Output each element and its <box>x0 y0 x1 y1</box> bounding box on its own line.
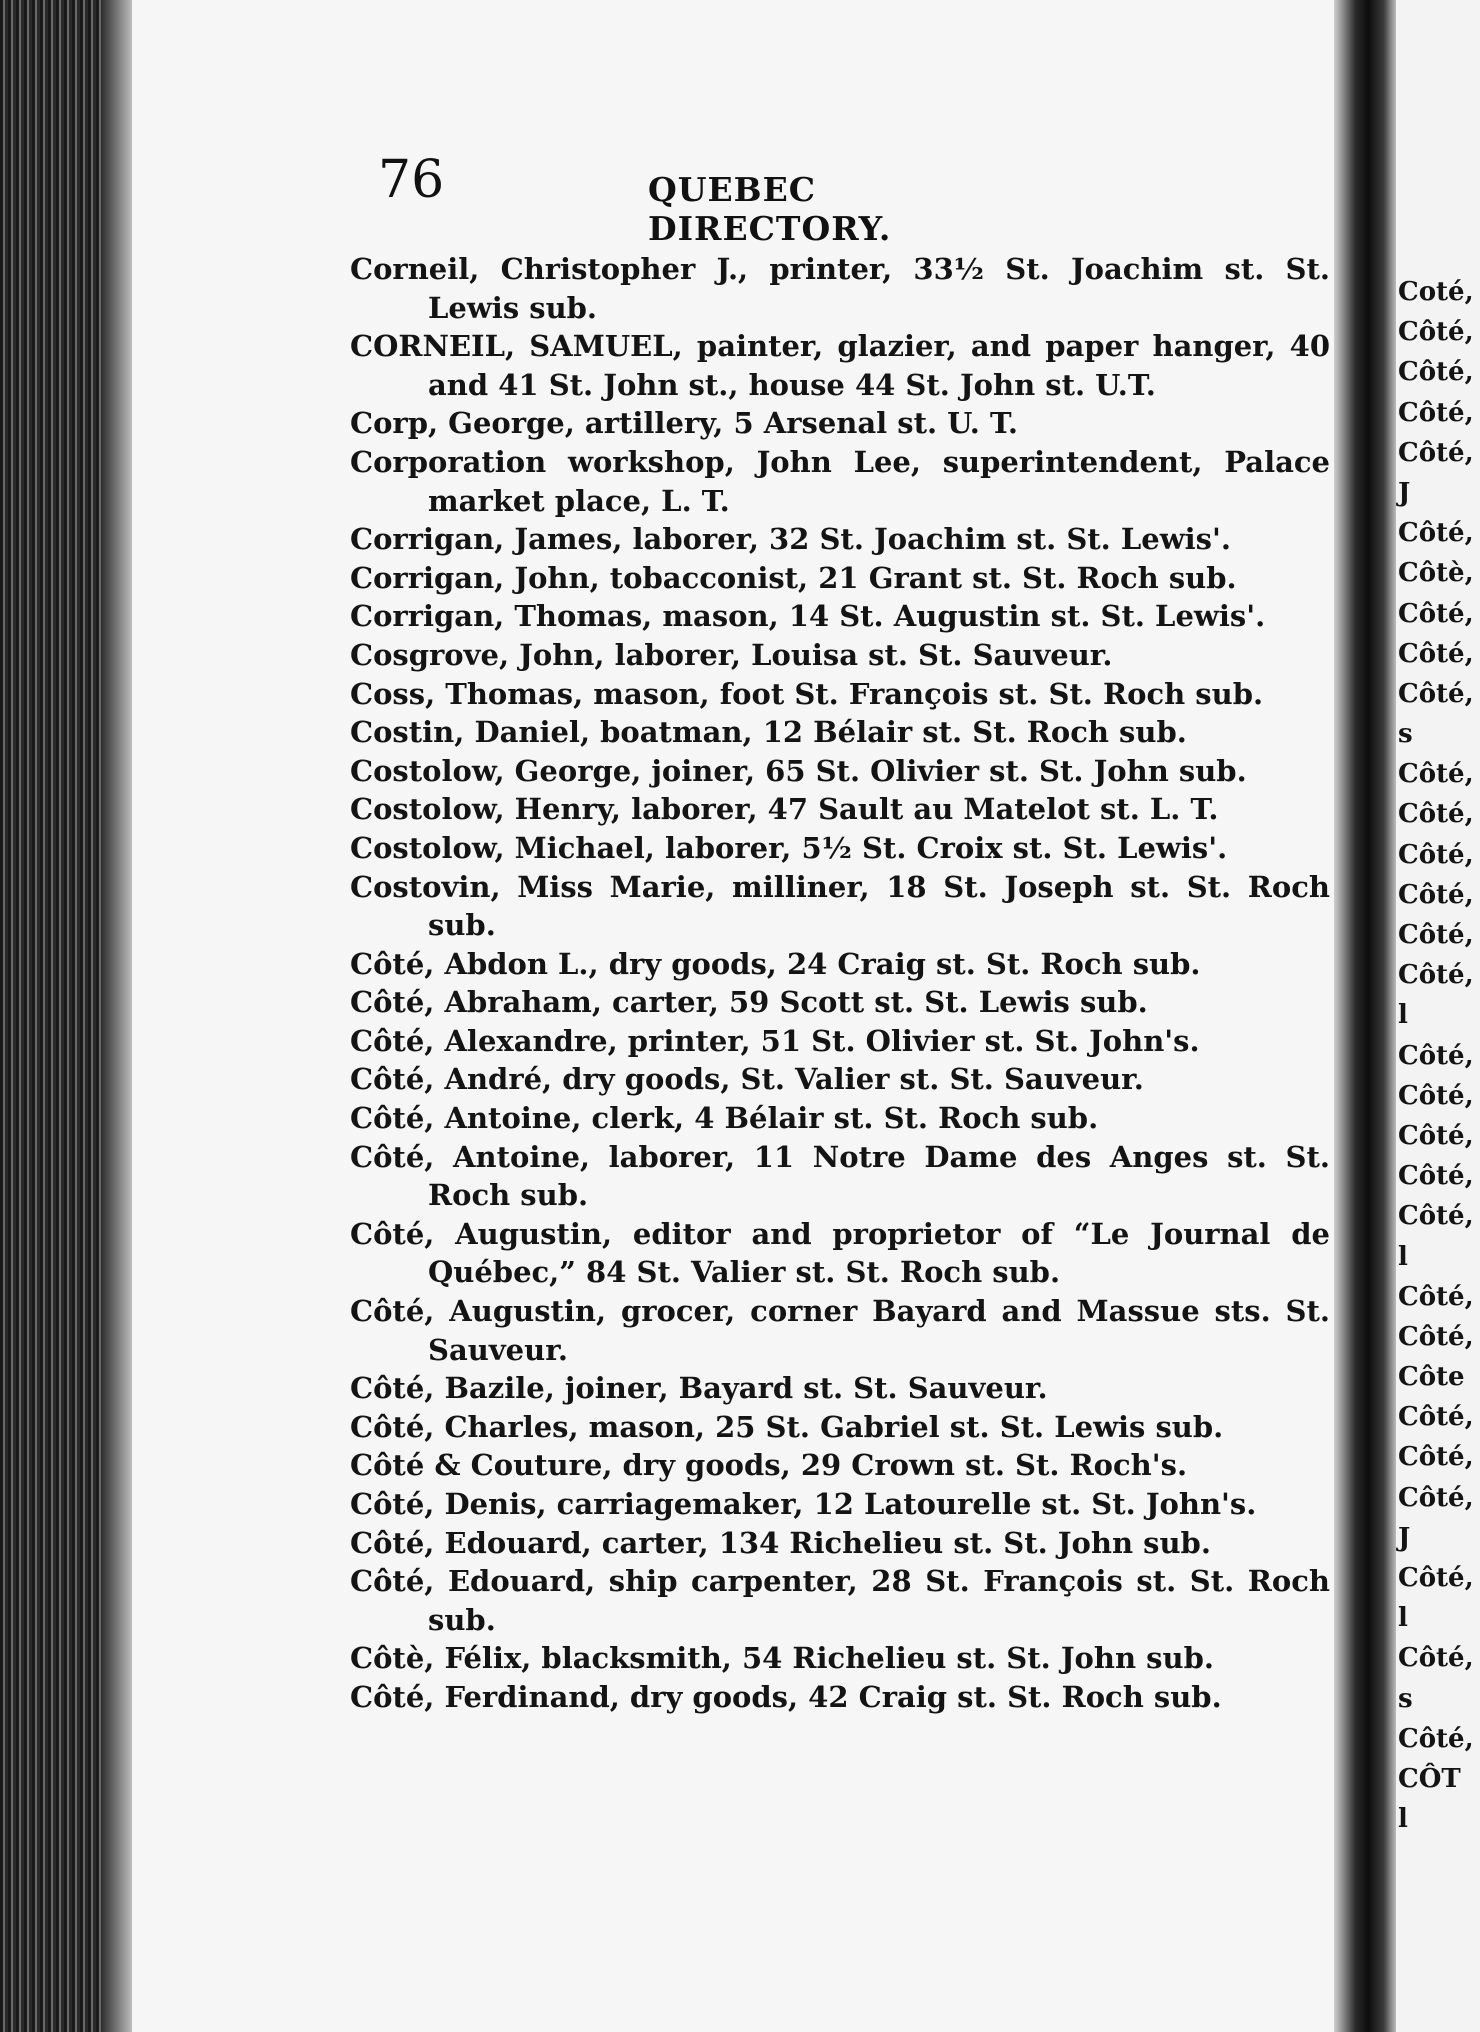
fragment-line: J <box>1398 1522 1411 1553</box>
directory-entry: Côté & Couture, dry goods, 29 Crown st. St. Roch's. <box>350 1448 1188 1483</box>
fragment-line: Côté, <box>1398 317 1474 348</box>
facing-page-fragments <box>1396 272 1480 1839</box>
running-head: QUEBEC DIRECTORY. <box>648 170 892 248</box>
directory-entry: Corrigan, Thomas, mason, 14 St. Augustin st. St. Lewis'. <box>350 599 1266 634</box>
directory-entry: Corrigan, James, laborer, 32 St. Joachim st. St. Lewis'. <box>350 522 1231 557</box>
directory-entry: Côté, Edouard, ship carpenter, 28 St. François st. St. Roch sub. <box>350 1564 1330 1637</box>
fragment-line: Côté, <box>1398 1402 1474 1433</box>
fragment-line: Côté, <box>1398 357 1474 388</box>
directory-entry: Côté, Bazile, joiner, Bayard st. St. Sauveur. <box>350 1371 1048 1406</box>
fragment-line: Côté, <box>1398 879 1474 910</box>
directory-entry: Costolow, George, joiner, 65 St. Olivier st. St. John sub. <box>350 753 1247 788</box>
fragment-line: Côté, <box>1398 960 1474 991</box>
directory-entry: Côté, Antoine, laborer, 11 Notre Dame des Anges st. St. Roch sub. <box>350 1139 1330 1213</box>
directory-entry: CORNEIL, SAMUEL, painter, glazier, and paper hanger, 40 and 41 St. John st., house 44 St. John st. U.T. <box>350 329 1330 402</box>
book-edge <box>0 0 132 2032</box>
fragment-line: Côté, <box>1398 1321 1474 1352</box>
fragment-line: Côte <box>1398 1362 1465 1393</box>
directory-entry: Côté, Augustin, editor and proprietor of “Le Journal de Québec,” 84 St. Valier st. St. Roch sub. <box>350 1216 1330 1290</box>
directory-entry: Corporation workshop, John Lee, superintendent, Palace market place, L. T. <box>350 444 1330 518</box>
fragment-line: Coté, <box>1398 277 1474 307</box>
fragment-line: Côté, <box>1398 1040 1474 1071</box>
directory-entry: Corrigan, John, tobacconist, 21 Grant st. St. Roch sub. <box>350 560 1237 595</box>
fragment-line: Côté, <box>1398 598 1474 629</box>
fragment-line: Côté, <box>1398 1080 1474 1111</box>
directory-entry: Côté, Alexandre, printer, 51 St. Olivier st. St. John's. <box>350 1023 1200 1058</box>
fragment-line: Côté, <box>1398 638 1474 669</box>
fragment-line: Côté, <box>1398 437 1474 468</box>
directory-entry: Côtè, Félix, blacksmith, 54 Richelieu st. St. John sub. <box>350 1641 1214 1676</box>
directory-entry: Costolow, Michael, laborer, 5½ St. Croix st. St. Lewis'. <box>350 830 1228 865</box>
directory-entry: Costolow, Henry, laborer, 47 Sault au Matelot st. L. T. <box>350 792 1219 827</box>
directory-entry: Costin, Daniel, boatman, 12 Bélair st. St. Roch sub. <box>350 715 1187 750</box>
directory-entry: Cosgrove, John, laborer, Louisa st. St. Sauveur. <box>350 637 1113 672</box>
fragment-line: Côté, <box>1398 1482 1474 1513</box>
fragment-line: l <box>1398 1000 1408 1031</box>
directory-entry: Côté, Abdon L., dry goods, 24 Craig st. St. Roch sub. <box>350 946 1201 981</box>
directory-entry: Côté, Abraham, carter, 59 Scott st. St. Lewis sub. <box>350 985 1148 1020</box>
directory-entry: Côté, Ferdinand, dry goods, 42 Craig st. St. Roch sub. <box>350 1679 1222 1714</box>
fragment-line: l <box>1398 1241 1408 1272</box>
directory-entry: Côté, Antoine, clerk, 4 Bélair st. St. Roch sub. <box>350 1101 1099 1136</box>
fragment-line: Côté, <box>1398 1120 1474 1151</box>
fragment-line: CÔT <box>1398 1763 1461 1794</box>
page-number: 76 <box>378 150 445 210</box>
fragment-line: Côté, <box>1398 759 1474 790</box>
fragment-line: Côté, <box>1398 1201 1474 1232</box>
directory-entry: Corneil, Christopher J., printer, 33½ St. Joachim st. St. Lewis sub. <box>350 252 1330 325</box>
fragment-line: Côté, <box>1398 839 1474 870</box>
directory-entry: Coss, Thomas, mason, foot St. François st. St. Roch sub. <box>350 676 1264 711</box>
directory-entries <box>350 250 1330 1717</box>
fragment-line: Côtè, <box>1398 558 1474 589</box>
fragment-line: Côté, <box>1398 1281 1474 1312</box>
fragment-line: Côté, <box>1398 1563 1474 1593</box>
fragment-line: Côté, <box>1398 397 1474 428</box>
fragment-line: s <box>1398 1683 1413 1714</box>
fragment-line: l <box>1398 1603 1408 1634</box>
fragment-line: l <box>1398 1804 1408 1835</box>
fragment-line: Côté, <box>1398 920 1474 950</box>
fragment-line: Côté, <box>1398 1643 1474 1674</box>
fragment-line: Côté, <box>1398 1161 1474 1192</box>
fragment-line: Côté, <box>1398 678 1474 709</box>
directory-entry: Corp, George, artillery, 5 Arsenal st. U. T. <box>350 406 1018 441</box>
page-header <box>240 150 1020 248</box>
directory-entry: Côté, Augustin, grocer, corner Bayard and Massue sts. St. Sauveur. <box>350 1294 1330 1367</box>
directory-entry: Côté, Charles, mason, 25 St. Gabriel st. St. Lewis sub. <box>350 1409 1224 1444</box>
fragment-line: Côté, <box>1398 1723 1474 1754</box>
directory-entry: Côté, Denis, carriagemaker, 12 Latourelle st. St. John's. <box>350 1487 1257 1521</box>
facing-page-edge <box>1396 0 1480 2032</box>
fragment-line: Côté, <box>1398 1442 1474 1473</box>
directory-entry: Costovin, Miss Marie, milliner, 18 St. Joseph st. St. Roch sub. <box>350 869 1330 943</box>
fragment-line: s <box>1398 719 1413 750</box>
directory-entry: Côté, Edouard, carter, 134 Richelieu st. St. John sub. <box>350 1525 1211 1560</box>
fragment-line: Côté, <box>1398 518 1474 549</box>
fragment-line: J <box>1398 477 1411 508</box>
book-gutter <box>1334 0 1396 2032</box>
directory-entry: Côté, André, dry goods, St. Valier st. St. Sauveur. <box>350 1062 1144 1097</box>
fragment-line: Côté, <box>1398 799 1474 830</box>
